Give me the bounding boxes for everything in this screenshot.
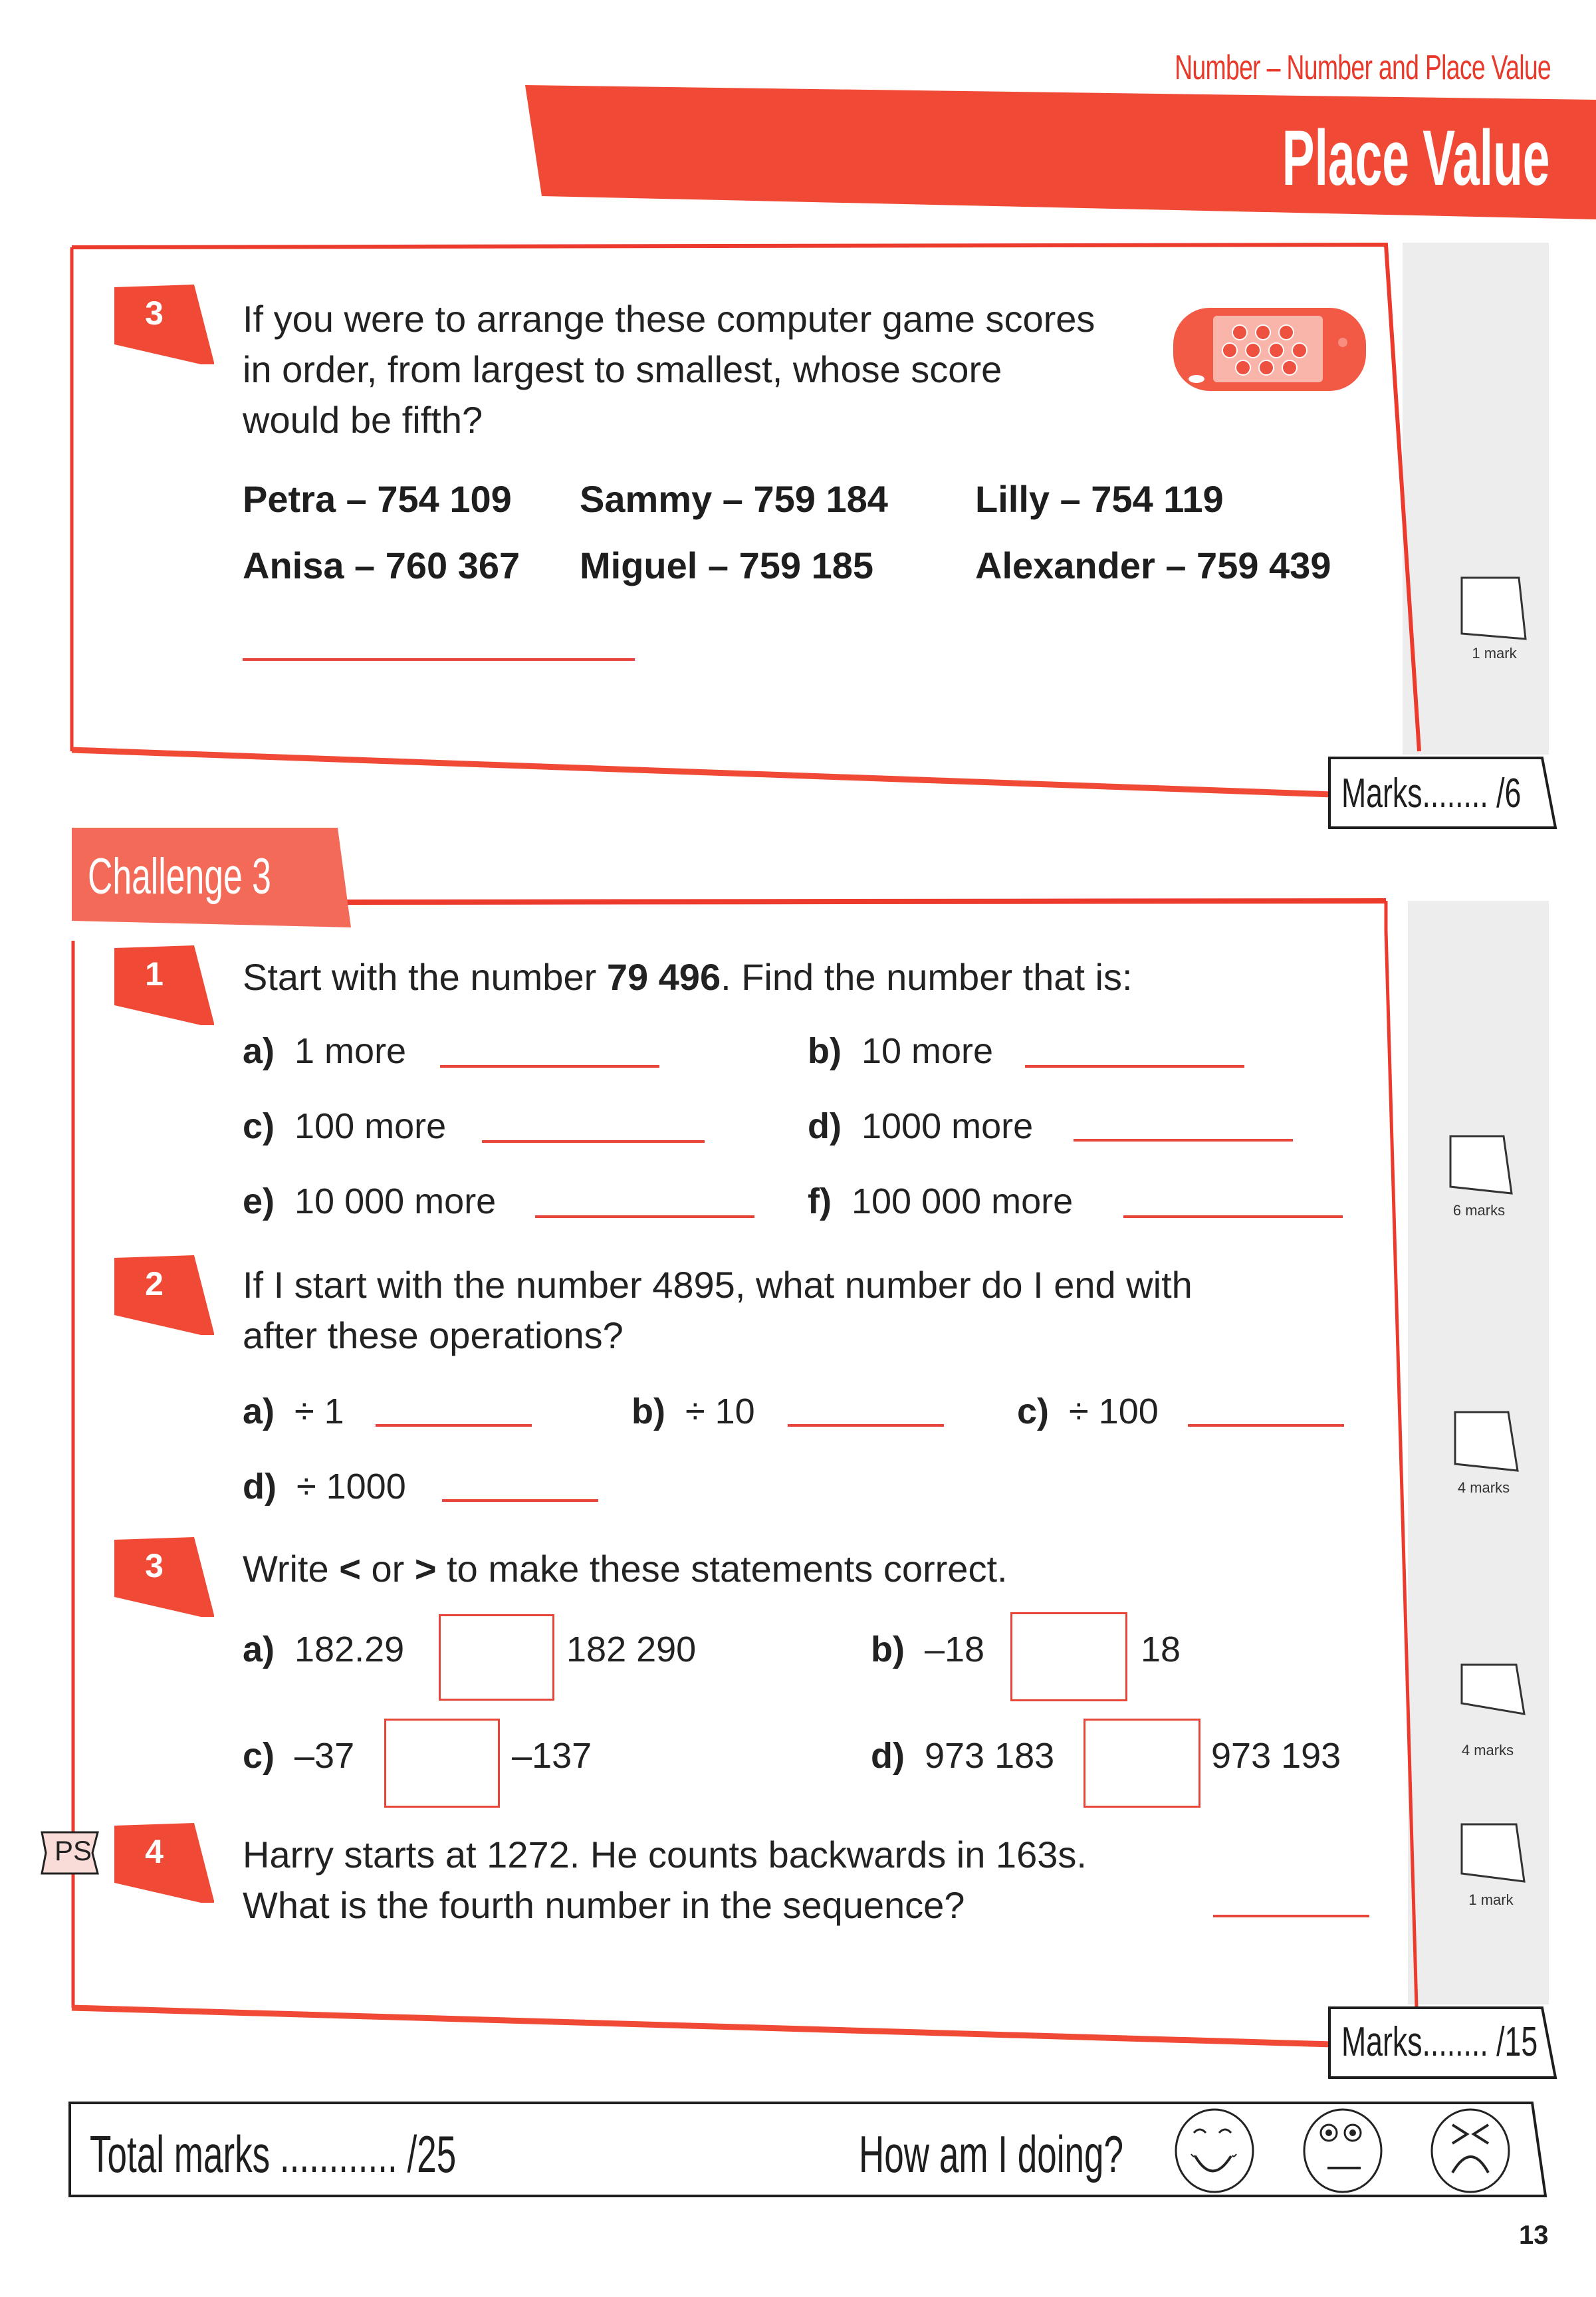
answer-line-1e[interactable] xyxy=(535,1215,754,1218)
comparison-box-3d[interactable] xyxy=(1083,1719,1200,1808)
question-number-badge: 3 xyxy=(114,285,207,358)
question-number-badge: 3 xyxy=(114,1537,207,1610)
mark-label: 1 mark xyxy=(1472,645,1517,662)
part-d-label: d) 973 183 xyxy=(871,1736,1055,1776)
sad-face-icon[interactable] xyxy=(1427,2106,1514,2196)
part-c-label: c) ÷ 100 xyxy=(1017,1391,1159,1431)
mark-box[interactable] xyxy=(1452,1409,1526,1483)
mark-box[interactable] xyxy=(1459,575,1532,648)
answer-line-1a[interactable] xyxy=(440,1065,659,1068)
question-text: Harry starts at 1272. He counts backwards in 163s. What is the fourth number in the sequence? xyxy=(243,1834,1087,1926)
score-sammy: Sammy – 759 184 xyxy=(580,478,888,520)
neutral-face-icon[interactable] xyxy=(1300,2106,1386,2196)
mark-box[interactable] xyxy=(1459,1822,1532,1895)
part-b-label: b) ÷ 10 xyxy=(631,1391,755,1431)
part-a-label: a) 1 more xyxy=(243,1031,407,1071)
happy-face-icon[interactable] xyxy=(1171,2106,1258,2196)
part-f-label: f) 100 000 more xyxy=(808,1181,1074,1221)
part-c-label: c) 100 more xyxy=(243,1106,447,1146)
part-a-label: a) 182.29 xyxy=(243,1630,405,1669)
score-petra: Petra – 754 109 xyxy=(243,478,512,520)
part-a-right-value: 182 290 xyxy=(566,1630,697,1669)
score-alexander: Alexander – 759 439 xyxy=(975,544,1331,586)
answer-line-1b[interactable] xyxy=(1025,1065,1244,1068)
part-d-label: d) ÷ 1000 xyxy=(243,1467,406,1507)
page-title: Place Value xyxy=(1282,114,1549,202)
comparison-box-3c[interactable] xyxy=(384,1719,500,1808)
answer-line-1c[interactable] xyxy=(482,1140,705,1143)
page-number: 13 xyxy=(1519,2221,1549,2250)
answer-line-fifth-score[interactable] xyxy=(243,658,635,661)
mark-label: 6 marks xyxy=(1452,1202,1506,1219)
answer-line-2c[interactable] xyxy=(1188,1424,1344,1427)
part-d-label: d) 1000 more xyxy=(808,1106,1034,1146)
breadcrumb: Number – Number and Place Value xyxy=(1175,49,1551,87)
mark-box[interactable] xyxy=(1459,1662,1532,1735)
question-text: Start with the number 79 496. Find the number that is: xyxy=(243,956,1133,998)
total-marks: Total marks ............ /25 xyxy=(90,2125,457,2183)
answer-line-1f[interactable] xyxy=(1123,1215,1343,1218)
score-lilly: Lilly – 754 119 xyxy=(975,478,1224,520)
handheld-game-console-icon xyxy=(1170,302,1369,396)
question-number-badge: 1 xyxy=(114,945,207,1019)
marks-tally-challenge: Marks........ /15 xyxy=(1341,2019,1538,2065)
answer-line-1d[interactable] xyxy=(1074,1139,1293,1142)
mark-box[interactable] xyxy=(1448,1134,1521,1207)
part-c-right-value: –137 xyxy=(512,1736,592,1776)
answer-line-2b[interactable] xyxy=(788,1424,944,1427)
problem-solving-badge: PS xyxy=(55,1835,92,1866)
challenge-tab: Challenge 3 xyxy=(72,828,358,927)
part-b-right-value: 18 xyxy=(1141,1630,1181,1669)
part-e-label: e) 10 000 more xyxy=(243,1181,497,1221)
marks-tally-top: Marks........ /6 xyxy=(1341,771,1522,816)
comparison-box-3a[interactable] xyxy=(439,1614,554,1701)
how-am-i-doing: How am I doing? xyxy=(859,2125,1124,2183)
answer-line-2d[interactable] xyxy=(442,1499,598,1502)
question-text: Write < or > to make these statements correct. xyxy=(243,1548,1008,1590)
answer-line-4[interactable] xyxy=(1213,1915,1369,1917)
part-a-label: a) ÷ 1 xyxy=(243,1391,344,1431)
answer-line-2a[interactable] xyxy=(376,1424,532,1427)
question-number-badge: 4 xyxy=(114,1823,207,1896)
part-d-right-value: 973 193 xyxy=(1211,1736,1341,1776)
question-number-badge: 2 xyxy=(114,1255,207,1328)
part-b-label: b) –18 xyxy=(871,1630,985,1669)
question-text: If I start with the number 4895, what number do I end with after these operations? xyxy=(243,1264,1193,1356)
score-miguel: Miguel – 759 185 xyxy=(580,544,874,586)
score-anisa: Anisa – 760 367 xyxy=(243,544,520,586)
question-text: If you were to arrange these computer game scores in order, from largest to smallest, whose score would be fifth? xyxy=(243,298,1095,441)
mark-label: 4 marks xyxy=(1457,1479,1510,1496)
mark-label: 1 mark xyxy=(1468,1891,1514,1908)
comparison-box-3b[interactable] xyxy=(1010,1612,1127,1701)
part-b-label: b) 10 more xyxy=(808,1031,994,1071)
mark-label: 4 marks xyxy=(1461,1742,1514,1758)
part-c-label: c) –37 xyxy=(243,1736,355,1776)
